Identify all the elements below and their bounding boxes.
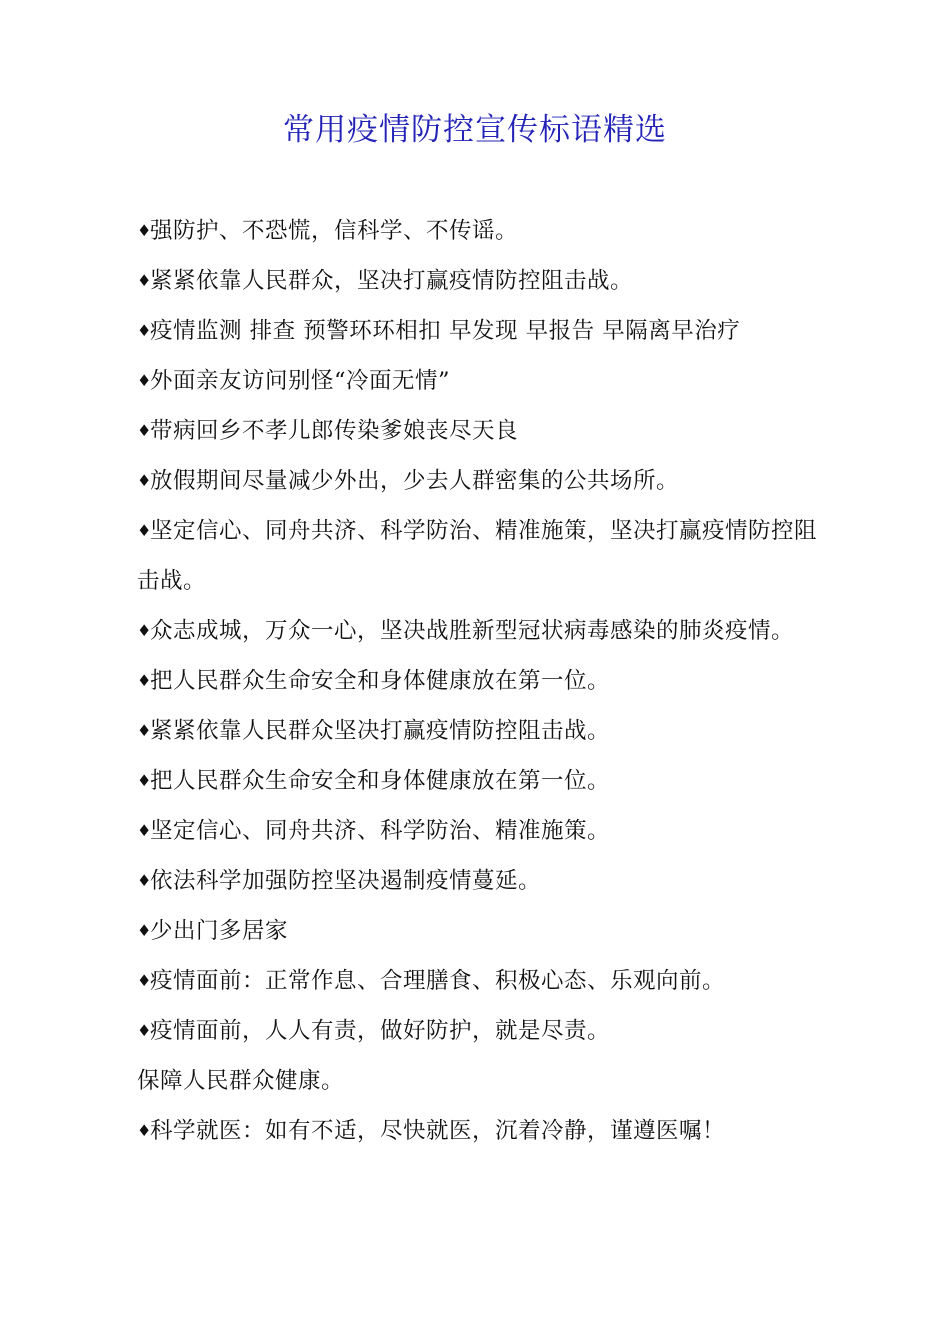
slogan-text: 把人民群众生命安全和身体健康放在第一位。 (150, 668, 611, 694)
slogan-text: 带病回乡不孝儿郎传染爹娘丧尽天良 (150, 418, 519, 444)
slogan-item (137, 656, 817, 706)
slogan-item (137, 606, 817, 656)
slogan-text: 保障人民群众健康。 (137, 1068, 345, 1094)
diamond-bullet-icon: ♦ (137, 671, 152, 690)
diamond-bullet-icon: ♦ (137, 371, 152, 390)
slogan-item (137, 256, 817, 306)
slogan-item (137, 306, 817, 356)
slogan-item (137, 456, 817, 506)
slogan-item (137, 956, 817, 1006)
slogan-text: 依法科学加强防控坚决遏制疫情蔓延。 (150, 868, 542, 894)
slogan-item (137, 406, 817, 456)
diamond-bullet-icon: ♦ (137, 721, 152, 740)
diamond-bullet-icon: ♦ (137, 471, 152, 490)
diamond-bullet-icon: ♦ (137, 1121, 152, 1140)
slogan-text: 坚定信心、同舟共济、科学防治、精准施策。 (150, 818, 611, 844)
slogan-text: 少出门多居家 (150, 918, 289, 944)
slogan-text: 外面亲友访问别怪“冷面无情” (150, 368, 451, 394)
slogan-text: 把人民群众生命安全和身体健康放在第一位。 (150, 768, 611, 794)
slogan-item (137, 856, 817, 906)
slogan-item (137, 756, 817, 806)
slogan-text: 紧紧依靠人民群众，坚决打赢疫情防控阻击战。 (150, 268, 634, 294)
slogan-text: 众志成城，万众一心，坚决战胜新型冠状病毒感染的肺炎疫情。 (150, 618, 795, 644)
slogan-item (137, 206, 817, 256)
slogan-item (137, 1106, 817, 1156)
slogan-text: 强防护、不恐慌，信科学、不传谣。 (150, 218, 519, 244)
slogan-item (137, 506, 817, 606)
document-title: 常用疫情防控宣传标语精选 (283, 112, 667, 148)
diamond-bullet-icon: ♦ (137, 921, 152, 940)
slogan-text: 坚定信心、同舟共济、科学防治、精准施策，坚决打赢疫情防控阻击战。 (137, 518, 818, 594)
slogan-item (137, 356, 817, 406)
slogan-item (137, 806, 817, 856)
slogan-item (137, 906, 817, 956)
diamond-bullet-icon: ♦ (137, 771, 152, 790)
diamond-bullet-icon: ♦ (137, 871, 152, 890)
diamond-bullet-icon: ♦ (137, 521, 152, 540)
slogan-item (137, 706, 817, 756)
slogan-text: 放假期间尽量减少外出，少去人群密集的公共场所。 (150, 468, 680, 494)
slogan-text: 疫情监测 排查 预警环环相扣 早发现 早报告 早隔离早治疗 (150, 318, 741, 344)
diamond-bullet-icon: ♦ (137, 221, 152, 240)
slogan-text: 疫情面前，人人有责，做好防护，就是尽责。 (150, 1018, 611, 1044)
diamond-bullet-icon: ♦ (137, 421, 152, 440)
slogan-list (137, 206, 817, 1156)
diamond-bullet-icon: ♦ (137, 271, 152, 290)
slogan-text: 紧紧依靠人民群众坚决打赢疫情防控阻击战。 (150, 718, 611, 744)
slogan-text: 疫情面前：正常作息、合理膳食、积极心态、乐观向前。 (150, 968, 726, 994)
diamond-bullet-icon: ♦ (137, 821, 152, 840)
diamond-bullet-icon: ♦ (137, 321, 152, 340)
diamond-bullet-icon: ♦ (137, 621, 152, 640)
slogan-item (137, 1006, 817, 1056)
slogan-text: 科学就医：如有不适，尽快就医，沉着冷静，谨遵医嘱！ (150, 1118, 726, 1144)
diamond-bullet-icon: ♦ (137, 1021, 152, 1040)
diamond-bullet-icon: ♦ (137, 971, 152, 990)
slogan-item (137, 1056, 817, 1106)
